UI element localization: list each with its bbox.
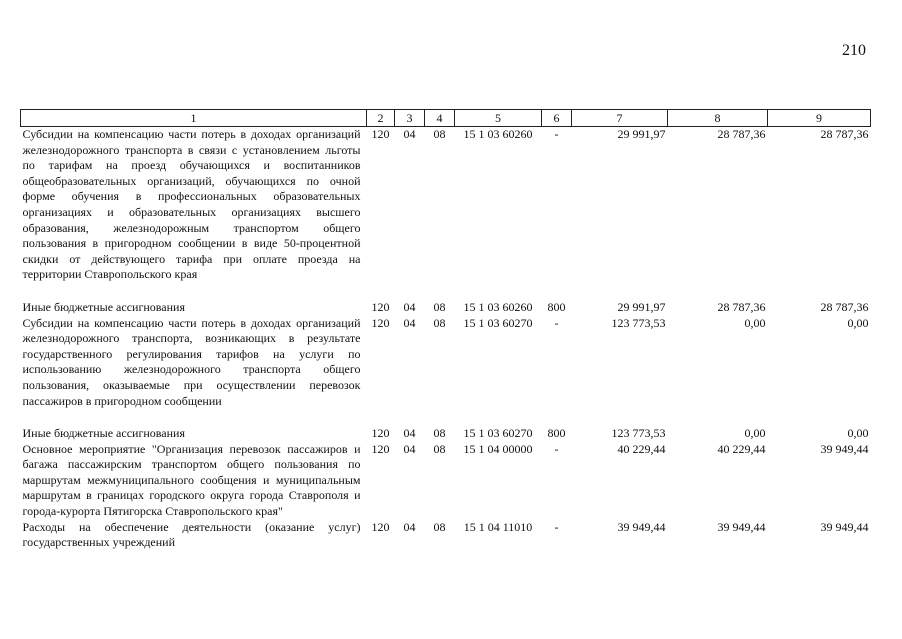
cell-col5: 15 1 03 60260: [463, 127, 533, 141]
cell-col8: 28 787,36: [717, 127, 766, 141]
cell-col4: 08: [433, 441, 446, 456]
cell-col2: 120: [371, 426, 390, 441]
table-row: [21, 316, 871, 410]
cell-col7: 123 773,53: [611, 426, 666, 441]
cell-col9: 28 787,36: [820, 299, 869, 314]
cell-col9: 0,00: [847, 426, 869, 441]
row-description: Основное мероприятие "Организация перевозок пассажиров и багажа пассажирским транспортом общего пользования по маршрутам межмуниципального сообщения и муниципальным маршрутам в границах городского округа города Ставрополя и города-курорта Пятигорска Ставропольского края": [22, 441, 361, 519]
cell-col7: 29 991,97: [617, 127, 666, 141]
row-spacer: [21, 409, 871, 426]
cell-col5: 15 1 04 11010: [463, 519, 533, 534]
page-number: 210: [842, 42, 866, 59]
cell-col4: 08: [433, 426, 446, 441]
table-header-row: [21, 110, 871, 127]
row-description: Иные бюджетные ассигнования: [22, 426, 185, 441]
cell-col4: 08: [433, 127, 446, 141]
cell-col3: 04: [403, 441, 416, 456]
cell-col8: 40 229,44: [717, 441, 766, 456]
cell-col9: 0,00: [847, 315, 869, 330]
cell-col6: -: [554, 441, 559, 456]
cell-col3: 04: [403, 127, 416, 141]
cell-col6: -: [554, 127, 559, 141]
budget-table: [20, 109, 871, 551]
table-row: [21, 127, 871, 283]
column-header-9: 9: [768, 110, 871, 127]
cell-col7: 123 773,53: [611, 315, 666, 330]
cell-col7: 39 949,44: [617, 519, 666, 534]
row-description: Иные бюджетные ассигнования: [22, 299, 185, 314]
cell-col8: 0,00: [744, 426, 766, 441]
column-header-1: 1: [21, 110, 367, 127]
cell-col9: 39 949,44: [820, 441, 869, 456]
cell-col3: 04: [403, 299, 416, 314]
column-header-4: 4: [425, 110, 455, 127]
cell-col9: 39 949,44: [820, 519, 869, 534]
cell-col5: 15 1 03 60260: [463, 299, 533, 314]
column-header-6: 6: [542, 110, 572, 127]
cell-col5: 15 1 03 60270: [463, 426, 533, 441]
table-row: [21, 520, 871, 551]
cell-col2: 120: [371, 519, 390, 534]
column-header-7: 7: [572, 110, 668, 127]
cell-col3: 04: [403, 519, 416, 534]
cell-col3: 04: [403, 315, 416, 330]
cell-col2: 120: [371, 299, 390, 314]
row-description: Расходы на обеспечение деятельности (оказание услуг) государственных учреждений: [22, 519, 361, 550]
cell-col6: -: [554, 519, 559, 534]
cell-col2: 120: [371, 127, 390, 141]
cell-col7: 29 991,97: [617, 299, 666, 314]
table-row: [21, 300, 871, 316]
column-header-2: 2: [367, 110, 395, 127]
row-spacer: [21, 283, 871, 300]
column-header-5: 5: [455, 110, 542, 127]
table-row: [21, 426, 871, 442]
cell-col5: 15 1 04 00000: [463, 441, 533, 456]
cell-col6: -: [554, 315, 559, 330]
cell-col3: 04: [403, 426, 416, 441]
cell-col8: 39 949,44: [717, 519, 766, 534]
cell-col6: 800: [547, 299, 566, 314]
row-description: Субсидии на компенсацию части потерь в доходах организаций железнодорожного транспорта, возникающих в результате государственного регулирования тарифов на услуги по использованию железнодорожного транспорта общего пользования, оказываемые при осуществлении перевозок пассажиров в пригородном сообщении: [22, 315, 361, 408]
cell-col9: 28 787,36: [820, 127, 869, 141]
cell-col8: 28 787,36: [717, 299, 766, 314]
cell-col2: 120: [371, 315, 390, 330]
column-header-8: 8: [668, 110, 768, 127]
cell-col4: 08: [433, 315, 446, 330]
cell-col4: 08: [433, 299, 446, 314]
column-header-3: 3: [395, 110, 425, 127]
row-description: Субсидии на компенсацию части потерь в доходах организаций железнодорожного транспорта в связи с установлением льготы по тарифам на проезд обучающихся и воспитанников общеобразовательных организаций, обучающихся по очной форме обучения в профессиональных образовательных организациях и образовательных организациях высшего образования, железнодорожным транспортом общего пользования в пригородном сообщении в виде 50-процентной скидки от действующего тарифа при оплате проезда на территории Ставропольского края: [22, 127, 361, 282]
cell-col5: 15 1 03 60270: [463, 315, 533, 330]
cell-col7: 40 229,44: [617, 441, 666, 456]
cell-col8: 0,00: [744, 315, 766, 330]
cell-col4: 08: [433, 519, 446, 534]
cell-col2: 120: [371, 441, 390, 456]
cell-col6: 800: [547, 426, 566, 441]
table-row: [21, 442, 871, 520]
